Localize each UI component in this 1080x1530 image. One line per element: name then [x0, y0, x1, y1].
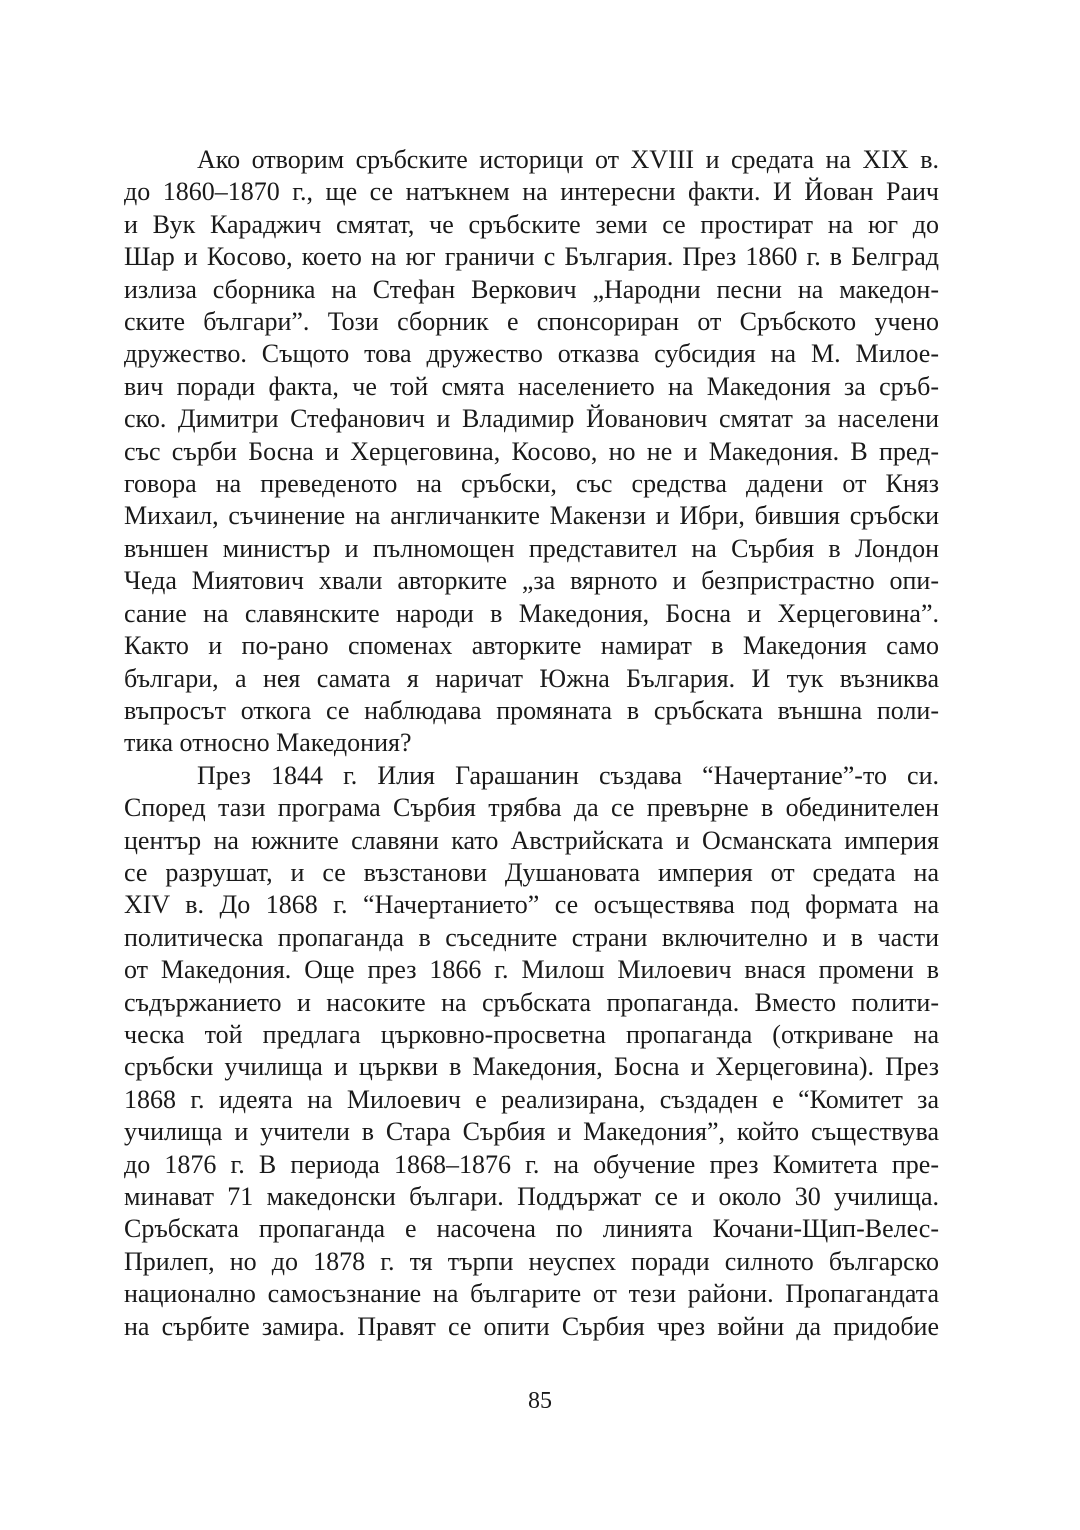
text-line: дружество. Същото това дружество отказва субсидия на М. Милое-	[124, 339, 939, 369]
text-line: българи, а нея самата я наричат Южна България. И тук възниква	[124, 663, 939, 693]
page-number: 85	[528, 1388, 552, 1414]
text-line: ско. Димитри Стефанович и Владимир Йованович смятат за населени	[124, 404, 939, 434]
text-line: от Македония. Още през 1866 г. Милош Милоевич внася промени в	[124, 955, 939, 985]
text-line: тика относно Македония?	[124, 728, 412, 758]
text-line: 1868 г. идеята на Милоевич е реализирана, създаден е “Комитет за	[124, 1084, 939, 1114]
paragraph-2	[124, 760, 939, 1343]
paragraph-1	[124, 144, 939, 760]
text-line: със сърби Босна и Херцеговина, Косово, но не и Македония. В пред-	[124, 436, 939, 466]
text-line: През 1844 г. Илия Гарашанин създава “Начертание”-то си.	[197, 760, 939, 790]
text-line: Ако отворим сръбските историци от XVIII и средата на XIX в.	[197, 145, 939, 174]
text-line: вич поради факта, че той смята населението на Македония за сръб-	[124, 371, 939, 401]
text-line: Сръбската пропаганда е насочена по линията Кочани-Щип-Велес-	[124, 1214, 939, 1244]
text-line: политическа пропаганда в съседните страни включително и в части	[124, 922, 939, 952]
text-line: Чеда Миятович хвали авторките „за вярното и безпристрастно опи-	[124, 566, 939, 596]
text-line: училища и учители в Стара Сърбия и Македония”, който съществува	[124, 1117, 939, 1147]
text-line: Прилеп, но до 1878 г. тя търпи неуспех поради силното българско	[124, 1246, 939, 1276]
page-body	[124, 144, 939, 1343]
text-line: XIV в. До 1868 г. “Начертанието” се осъществява под формата на	[124, 890, 939, 920]
text-line: сръбски училища и църкви в Македония, Босна и Херцеговина). През	[124, 1052, 939, 1082]
text-line: излиза сборника на Стефан Веркович „Народни песни на македон-	[124, 274, 939, 304]
text-line: ските българи”. Този сборник е спонсориран от Сръбското учено	[124, 307, 939, 337]
text-line: съдържанието и насоките на сръбската пропаганда. Вместо полити-	[124, 987, 939, 1017]
text-line: национално самосъзнание на българите от тези райони. Пропагандата	[124, 1279, 939, 1309]
text-line: сание на славянските народи в Македония, Босна и Херцеговина”.	[124, 598, 939, 628]
text-line: ческа той предлага църковно-просветна пропаганда (откриване на	[124, 1019, 939, 1049]
text-line: външен министър и пълномощен представител на Сърбия в Лондон	[124, 533, 939, 563]
text-line: Шар и Косово, което на юг граничи с България. През 1860 г. в Белград	[124, 242, 939, 272]
text-line: до 1876 г. В периода 1868–1876 г. на обучение през Комитета пре-	[124, 1149, 939, 1179]
text-line: до 1860–1870 г., ще се натъкнем на интересни факти. И Йован Раич	[124, 177, 939, 207]
text-line: Според тази програма Сърбия трябва да се превърне в обединителен	[124, 793, 939, 823]
text-line: минават 71 македонски българи. Поддържат се и около 30 училища.	[124, 1182, 939, 1211]
text-line: се разрушат, и се възстанови Душановата империя от средата на	[124, 857, 939, 887]
text-line: въпросът откога се наблюдава промяната в сръбската външна поли-	[124, 695, 939, 725]
text-line: Както и по-рано споменах авторките намират в Македония само	[124, 631, 939, 661]
text-line: говора на преведеното на сръбски, със средства дадени от Княз	[124, 469, 939, 499]
text-line: Михаил, съчинение на англичанките Макензи и Ибри, бившия сръбски	[124, 501, 939, 531]
text-line: център на южните славяни като Австрийската и Османската империя	[124, 825, 939, 855]
text-line: на сърбите замира. Правят се опити Сърбия чрез войни да придобие	[124, 1311, 939, 1341]
text-line: и Вук Караджич смятат, че сръбските земи се простират на юг до	[124, 209, 939, 239]
